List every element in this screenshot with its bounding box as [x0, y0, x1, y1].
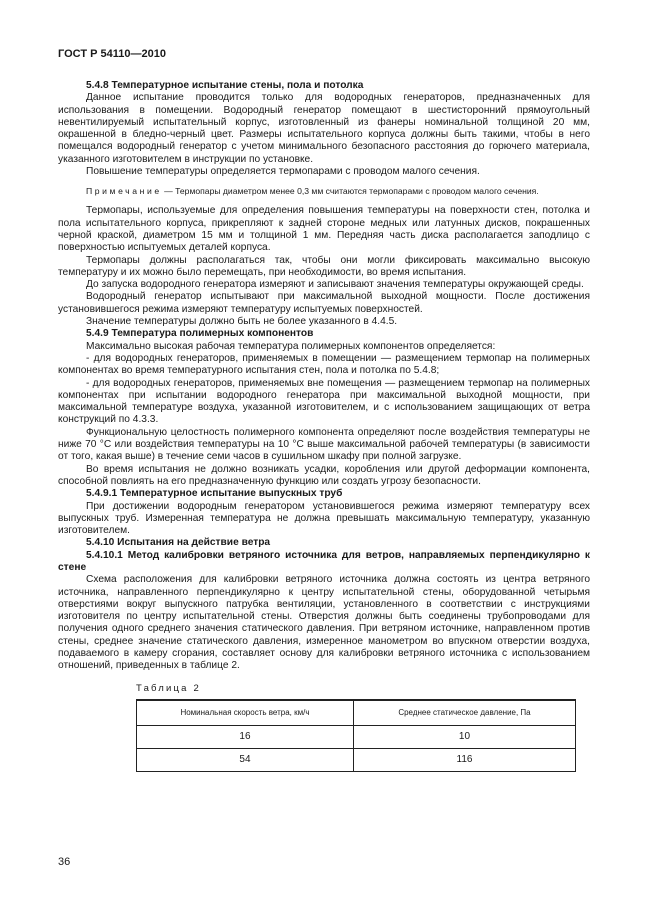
paragraph: Значение температуры должно быть не более указанного в 4.4.5. — [86, 316, 398, 328]
table-cell: 10 — [353, 725, 575, 748]
paragraph: Функциональную целостность полимерного компонента определяют после воздействия температуры не ниже 70 °С или воздействия температуры на 10 °С выше максимальной рабочей температуры (в зависимости от того, какая выше) в течение семи часов в сушильном шкафу при полной загрузке. — [58, 426, 590, 463]
table-caption: Таблица 2 — [136, 682, 201, 694]
paragraph: Термопары должны располагаться так, чтобы они могли фиксировать максимально высокую температуру и их можно было перемещать, при необходимости, во время испытания. — [58, 254, 590, 278]
section-heading: 5.4.10.1 Метод калибровки ветряного источника для ветров, направляемых перпендикулярно к стене — [58, 549, 590, 573]
document-body — [58, 80, 590, 772]
table-cell: 54 — [137, 748, 354, 771]
table-cell: 16 — [137, 725, 354, 748]
paragraph: Водородный генератор испытывают при максимальной выходной мощности. После достижения установившегося режима измеряют температуру испытуемых поверхностей. — [58, 291, 590, 315]
table-cell: 116 — [353, 748, 575, 771]
note-label: Примечание — [86, 186, 162, 197]
section-heading: 5.4.10 Испытания на действие ветра — [86, 537, 271, 549]
table-header-cell: Среднее статическое давление, Па — [353, 700, 575, 726]
table-header-cell: Номинальная скорость ветра, км/ч — [137, 700, 354, 726]
paragraph: Данное испытание проводится только для водородных генераторов, предназначенных для использования в помещении. Водородный генератор помещают в шестисторонний прямоугольный невентилируемый испытательный корпус, изготовленный из фанеры номинальной толщиной 20 мм, окрашенной в бледно-черный цвет. Размеры испытательного корпуса должны быть такими, чтобы в него помещался водородный генератор с учетом минимального безопасного расстояния до горючего материала, указанного изготовителем в инструкции по установке. — [58, 92, 590, 165]
paragraph: Термопары, используемые для определения повышения температуры на поверхности стен, потолка и пола испытательного корпуса, прикрепляют к задней стороне медных или латунных дисков, покрашенных черной краской, диаметром 15 мм и толщиной 1 мм. Передняя часть диска располагается заподлицо с поверхностью испытуемых деталей корпуса. — [58, 205, 590, 254]
paragraph: Во время испытания не должно возникать усадки, коробления или другой деформации компонента, способной повлиять на его предназначенную функцию или создать угрозу безопасности. — [58, 463, 590, 487]
paragraph: Повышение температуры определяется термопарами с проводом малого сечения. — [86, 166, 480, 178]
paragraph: - для водородных генераторов, применяемых вне помещения — размещением термопар на полимерных компонентах при испытании водородного генератора при максимальной выходной мощности, при максимальной температуре воздуха, указанной изготовителем, и с использованием защищающих от ветра конструкций по 4.3.3. — [58, 377, 590, 426]
table-header-row — [137, 700, 576, 726]
paragraph: При достижении водородным генератором установившегося режима измеряют температуру всех выпускных труб. Измеренная температура не должна превышать максимальную температуру, указанную изготовителем. — [58, 500, 590, 537]
section-heading: 5.4.8 Температурное испытание стены, пола и потолка — [86, 80, 364, 91]
section-heading: 5.4.9.1 Температурное испытание выпускных труб — [86, 488, 343, 500]
table-row — [137, 725, 576, 748]
paragraph: - для водородных генераторов, применяемых в помещении — размещением термопар на полимерных компонентах во время температурного испытания стен, пола и потолка по 5.4.8; — [58, 352, 590, 377]
data-table — [136, 699, 576, 772]
paragraph: Максимально высокая рабочая температура полимерных компонентов определяется: — [86, 340, 496, 352]
note-paragraph — [58, 186, 590, 197]
note-text: — Термопары диаметром менее 0,3 мм считаются термопарами с проводом малого сечения. — [161, 186, 539, 197]
paragraph: До запуска водородного генератора измеряют и записывают значения температуры окружающей среды. — [86, 279, 584, 291]
page-number: 36 — [58, 856, 71, 868]
document-header: ГОСТ Р 54110—2010 — [58, 48, 166, 60]
table-row — [137, 748, 576, 771]
section-heading: 5.4.9 Температура полимерных компонентов — [86, 328, 314, 340]
paragraph: Схема расположения для калибровки ветряного источника должна состоять из центра ветряного источника, направленного перпендикулярно к центру испытательной стены, оборудованной четырьмя отверстиями вокруг выпускного патрубка вентиляции, установленного в соответствии с инструкциями изготовителя по центру испытательной стены. Отверстия должны быть соединены трубопроводами для получения одного среднего значения статического давления. При ветряном источнике, направленном против стены, среднее значение статического давления, измеренное манометром во впускном отверстии воздуха, подаваемого в камеру сгорания, составляет основу для калибровки ветряного источника с использованием отношений, приведенных в таблице 2. — [58, 574, 590, 672]
